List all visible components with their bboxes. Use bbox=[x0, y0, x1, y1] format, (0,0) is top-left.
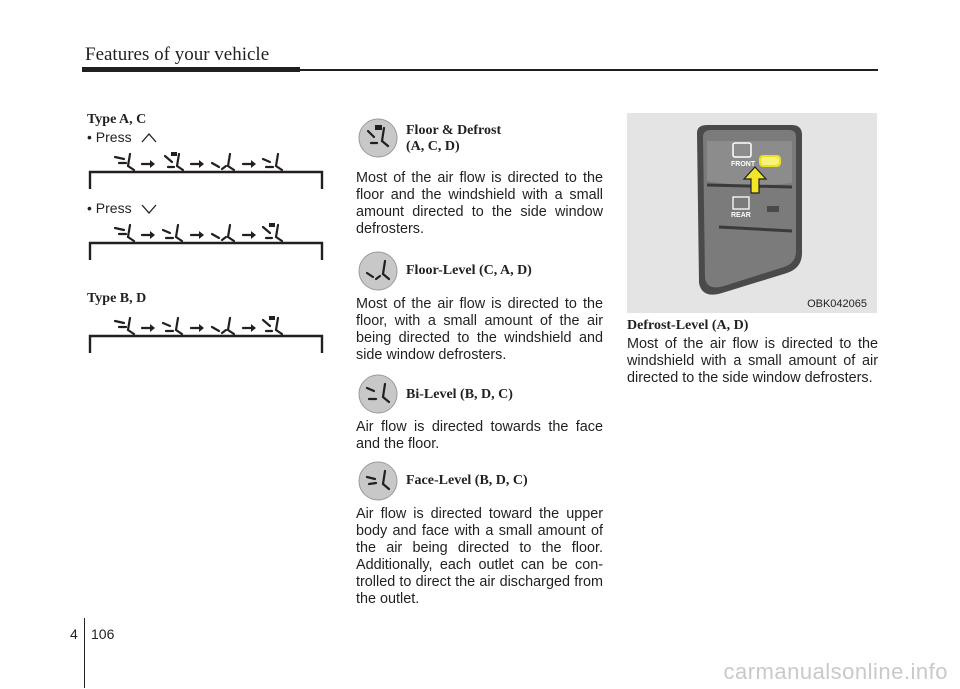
floor-defrost-title-line2: (A, C, D) bbox=[406, 139, 460, 154]
mode-icon-row-3 bbox=[88, 314, 328, 340]
floor-defrost-mode-icon bbox=[358, 118, 398, 158]
floor-level-mode-icon bbox=[358, 251, 398, 291]
bi-level-mode-icon bbox=[358, 374, 398, 414]
mode-icon-row-2 bbox=[88, 221, 328, 247]
header-rule-thick bbox=[82, 67, 300, 72]
defrost-buttons-photo bbox=[627, 113, 877, 313]
photo-code: OBK042065 bbox=[807, 298, 867, 310]
floor-defrost-text: Most of the air flow is directed to the floor and the windshield with a small amount directed to the side window defrosters. bbox=[356, 170, 603, 237]
watermark-text: carmanualsonline.info bbox=[723, 659, 948, 684]
floor-level-text: Most of the air flow is directed to the floor, with a small amount of the air being directed to the windshield and side window defrosters. bbox=[356, 296, 603, 363]
bi-level-text: Air flow is directed towards the face and the floor. bbox=[356, 419, 603, 452]
front-button-label: FRONT bbox=[731, 161, 756, 168]
floor-level-title: Floor-Level (C, A, D) bbox=[406, 263, 532, 278]
face-level-mode-icon bbox=[358, 461, 398, 501]
page-number: 106 bbox=[91, 626, 115, 642]
mode-icon-row-1 bbox=[88, 150, 328, 176]
floor-defrost-title-line1: Floor & Defrost bbox=[406, 123, 502, 138]
press-down-instruction bbox=[87, 200, 157, 216]
chapter-number: 4 bbox=[70, 626, 78, 642]
bi-level-title: Bi-Level (B, D, C) bbox=[406, 387, 513, 402]
defrost-level-text: Most of the air flow is directed to the windshield with a small amount of air directed to the side window defrosters. bbox=[627, 336, 878, 386]
chevron-up-icon bbox=[141, 132, 157, 144]
rear-button-label: REAR bbox=[731, 212, 751, 219]
type-bd-heading: Type B, D bbox=[87, 291, 147, 306]
face-level-title: Face-Level (B, D, C) bbox=[406, 473, 528, 488]
header-rule-thin bbox=[300, 69, 878, 71]
face-level-text: Air flow is directed toward the upper body and face with a small amount of the air being directed to the floor. Additionally, each outlet can be con- trolled to direct the air discharged from the outlet. bbox=[356, 506, 603, 607]
page-header-title: Features of your vehicle bbox=[85, 44, 270, 65]
type-ac-heading: Type A, C bbox=[87, 112, 147, 127]
defrost-panel-illustration bbox=[627, 113, 877, 313]
floor-defrost-title bbox=[406, 123, 501, 155]
press-up-instruction bbox=[87, 129, 157, 145]
footer-divider bbox=[84, 618, 85, 688]
press-up-label: • Press bbox=[87, 129, 132, 145]
defrost-level-title: Defrost-Level (A, D) bbox=[627, 318, 749, 333]
chevron-down-icon bbox=[141, 203, 157, 215]
press-down-label: • Press bbox=[87, 200, 132, 216]
